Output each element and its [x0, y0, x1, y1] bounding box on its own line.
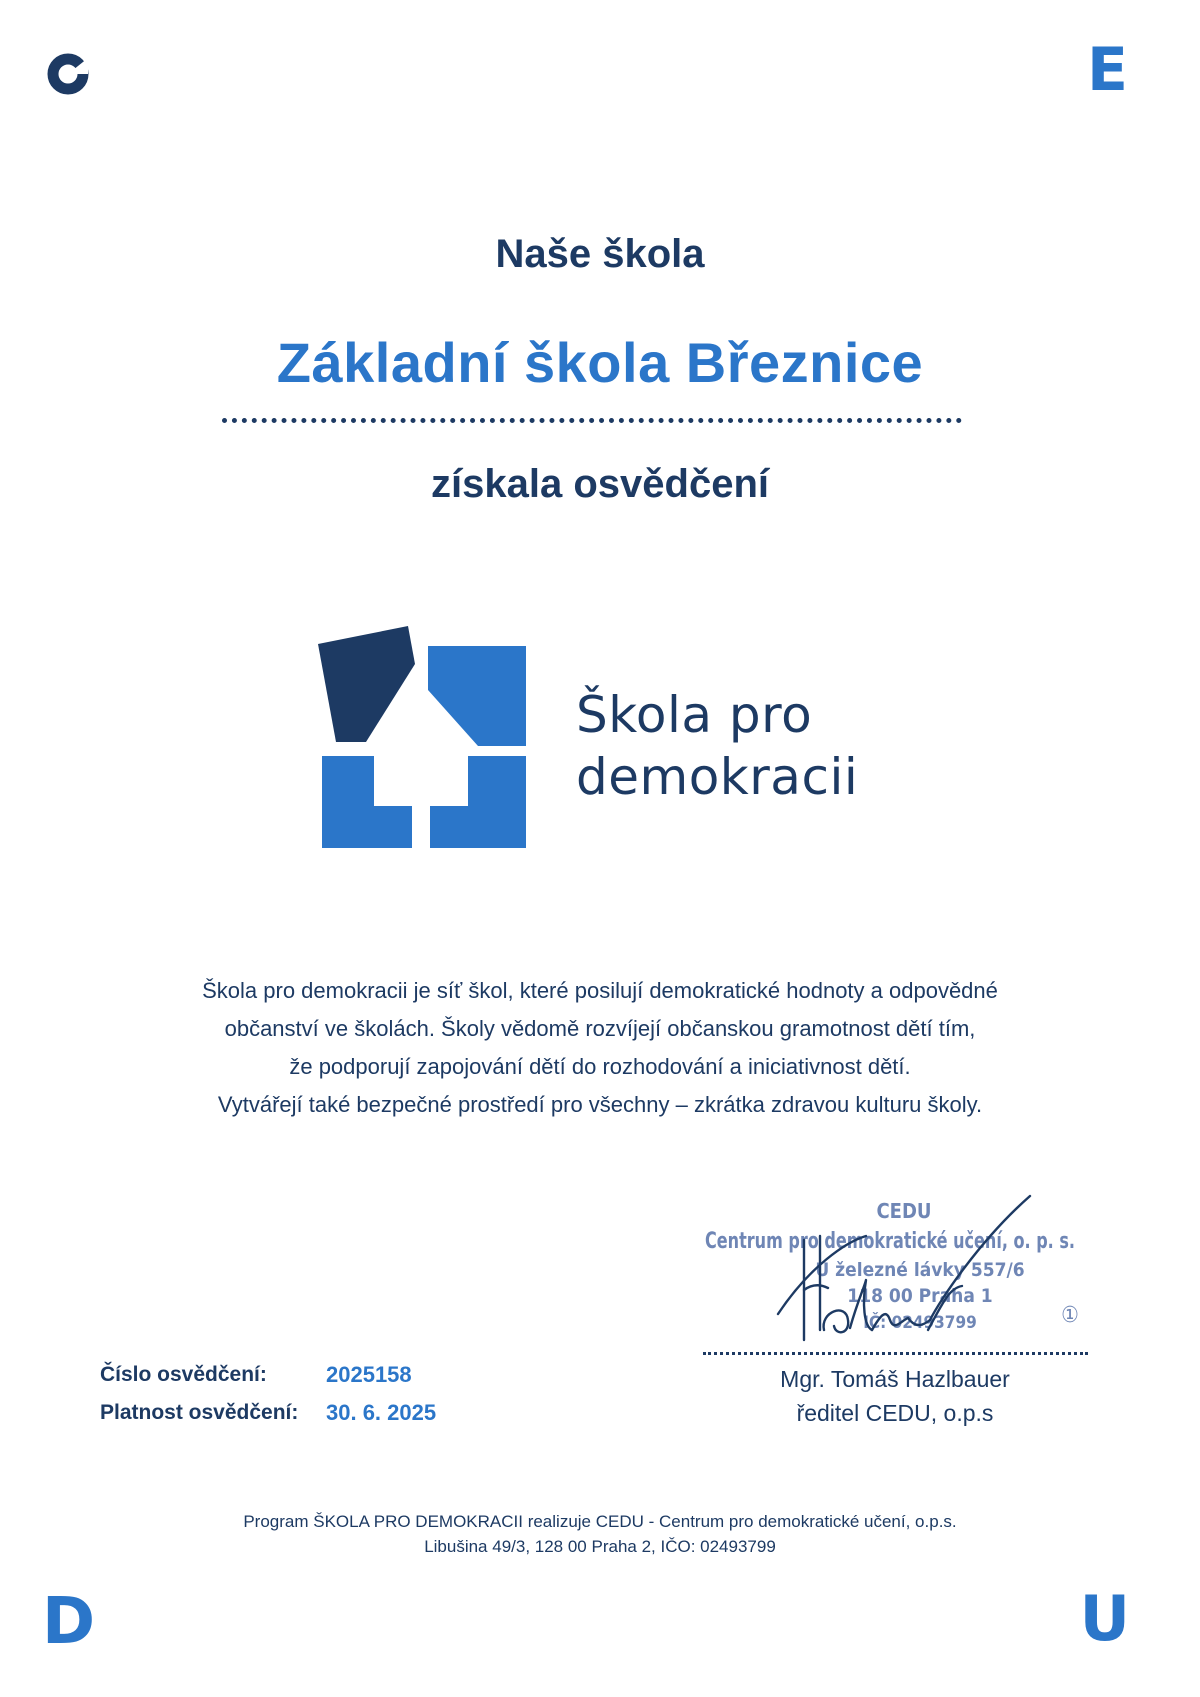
footer-line-2: Libušina 49/3, 128 00 Praha 2, IČO: 02493799	[424, 1537, 776, 1556]
corner-letter-u: U	[1079, 1582, 1130, 1655]
certificate-number-label: Číslo osvědčení:	[100, 1363, 267, 1386]
logo-line-1: Škola pro	[576, 686, 813, 744]
signature-line	[703, 1352, 1088, 1355]
signer-block	[700, 1362, 1090, 1430]
signer-name: Mgr. Tomáš Hazlbauer	[780, 1366, 1010, 1392]
corner-letter-d: D	[42, 1585, 96, 1659]
signer-role: ředitel CEDU, o.p.s	[796, 1400, 994, 1426]
certificate-info	[100, 1356, 436, 1432]
footer-line-1: Program ŠKOLA PRO DEMOKRACII realizuje CEDU - Centrum pro demokratické učení, o.p.s.	[243, 1512, 957, 1531]
description-line: občanství ve školách. Školy vědomě rozvíjejí občanskou gramotnost dětí tím,	[224, 1016, 976, 1041]
certificate-number-row	[100, 1356, 436, 1394]
stamp-line-1: CEDU	[876, 1199, 932, 1223]
description-line: Vytvářejí také bezpečné prostředí pro všechny – zkrátka zdravou kulturu školy.	[217, 1092, 983, 1117]
corner-letter-e: E	[1087, 35, 1128, 105]
stamp-line-5: IČ: 02493799	[863, 1313, 977, 1333]
dotted-divider	[222, 418, 962, 423]
description-line: Škola pro demokracii je síť škol, které posilují demokratické hodnoty a odpovědné	[202, 978, 998, 1003]
school-name: Základní škola Březnice	[276, 331, 924, 394]
stamp-line-2: Centrum pro demokratické učení, o. p. s.	[705, 1229, 1075, 1254]
certificate-validity-label: Platnost osvědčení:	[100, 1401, 299, 1424]
certificate-number-value: 2025158	[326, 1362, 412, 1387]
certificate-validity-value: 30. 6. 2025	[326, 1400, 437, 1425]
certificate-heading: Naše škola	[495, 232, 705, 276]
footer	[0, 1509, 1200, 1559]
description-line: že podporují zapojování dětí do rozhodování a iniciativnost dětí.	[289, 1054, 911, 1079]
official-stamp	[700, 1180, 1100, 1340]
stamp-line-3: U železné lávky 557/6	[815, 1259, 1025, 1281]
program-description	[100, 972, 1100, 1124]
logo-line-2: demokracii	[576, 748, 859, 806]
house-logo-icon	[318, 626, 526, 848]
stamp-mark: ①	[1061, 1303, 1079, 1328]
certificate-validity-row	[100, 1394, 436, 1432]
stamp-line-4: 118 00 Praha 1	[847, 1285, 993, 1307]
award-text: získala osvědčení	[431, 462, 769, 506]
logo-wordmark	[576, 684, 858, 808]
c-logo-icon	[44, 50, 92, 98]
